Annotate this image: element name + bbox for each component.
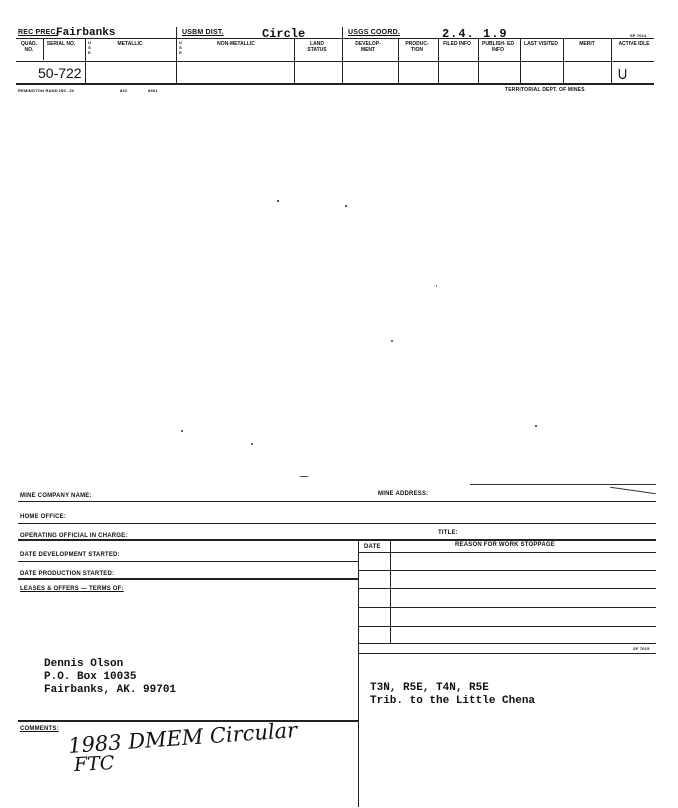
title-label: TITLE:: [438, 530, 458, 536]
col-published-info: PUBLISH- ED INFO: [482, 41, 514, 53]
table-header-rule: [358, 552, 656, 553]
top-card: [0, 0, 678, 100]
data-row-rule: [16, 83, 654, 85]
scan-speck: [345, 205, 347, 207]
comments-label: COMMENTS:: [20, 726, 59, 732]
mine-company-label: MINE COMPANY NAME:: [20, 493, 92, 499]
usbm-dist-value: Circle: [262, 27, 306, 41]
prod-started-label: DATE PRODUCTION STARTED:: [20, 571, 115, 577]
col-merit: MERIT: [579, 41, 595, 47]
mine-address-label: MINE ADDRESS:: [378, 491, 429, 497]
col-land-status: LAND STATUS: [307, 41, 327, 53]
date-column-label: DATE: [364, 544, 381, 550]
table-row-rule: [358, 643, 656, 644]
rule-5: [18, 578, 358, 580]
rule-1: [18, 501, 656, 502]
scan-speck: [251, 443, 253, 445]
column-divider: [43, 38, 44, 60]
reason-column-label: REASON FOR WORK STOPPAGE: [455, 542, 555, 548]
contact-city: Fairbanks, AK. 99701: [44, 684, 177, 696]
column-divider: [398, 38, 399, 83]
column-divider: [438, 38, 439, 83]
scan-speck: [391, 340, 393, 342]
column-header-rule: [16, 61, 654, 62]
scan-speck: [436, 285, 437, 287]
home-office-label: HOME OFFICE:: [20, 514, 67, 520]
location-tributary: Trib. to the Little Chena: [370, 695, 536, 707]
col-serial-no: SERIAL NO.: [46, 41, 76, 47]
torn-edge: [610, 487, 656, 494]
handwritten-note-1: 1983 DMEM Circular: [67, 718, 298, 758]
top-edge-rule: [470, 484, 656, 485]
col-uses-2: U S E: [179, 40, 182, 55]
usgs-coord-label: USGS COORD.: [348, 29, 400, 36]
column-divider: [176, 38, 177, 83]
column-divider: [478, 38, 479, 83]
top-form-code: SF 7014: [630, 33, 647, 38]
column-divider: [563, 38, 564, 83]
printer-code-2: 8901: [148, 88, 158, 93]
active-idle-mark: ⊃: [613, 67, 631, 81]
rule-3: [18, 539, 656, 541]
contact-name: Dennis Olson: [44, 658, 124, 670]
operating-official-label: OPERATING OFFICIAL IN CHARGE:: [20, 533, 128, 539]
usbm-dist-label: USBM DIST.: [182, 29, 224, 36]
dev-started-label: DATE DEVELOPMENT STARTED:: [20, 552, 120, 558]
bottom-form-code: SF 7015: [633, 646, 650, 651]
col-metallic: METALLIC: [117, 41, 143, 47]
usgs-coord-value: 2.4. 1.9: [442, 27, 508, 41]
location-township: T3N, R5E, T4N, R5E: [370, 682, 489, 694]
bottom-card: [0, 470, 678, 808]
col-active-idle: ACTIVE IDLE: [618, 41, 650, 47]
scan-speck: [535, 425, 537, 427]
scan-speck: [181, 430, 183, 432]
table-row-rule: [358, 607, 656, 608]
col-quad-no: QUAD. NO.: [20, 41, 38, 53]
edge-mark: [300, 476, 308, 477]
rec-prec-label: REC PREC.: [18, 29, 58, 36]
table-row-rule: [358, 588, 656, 589]
header-rule: [16, 38, 654, 39]
contact-po-box: P.O. Box 10035: [44, 671, 137, 683]
table-row-rule: [358, 626, 656, 627]
handwritten-note-2: FTC: [73, 751, 115, 777]
rule-4: [18, 561, 358, 562]
rule-2: [18, 523, 656, 524]
table-left-border: [358, 539, 359, 807]
col-last-visited: LAST VISITED: [524, 41, 558, 47]
date-column-divider: [390, 539, 391, 643]
comments-rule: [18, 720, 358, 722]
header-divider: [342, 27, 343, 38]
col-uses-1: U S E: [88, 40, 91, 55]
printer-note: REMINGTON RAND INC. 20: [18, 88, 75, 93]
scan-speck: [277, 200, 279, 202]
department-label: TERRITORIAL DEPT. OF MINES: [505, 87, 585, 93]
col-production: PRODUC- TION: [405, 41, 429, 53]
column-divider: [342, 38, 343, 83]
column-divider: [294, 38, 295, 83]
column-divider: [520, 38, 521, 83]
leases-label: LEASES & OFFERS — TERMS OF:: [20, 586, 124, 592]
column-divider: [85, 38, 86, 83]
printer-code-1: 832: [120, 88, 128, 93]
header-divider: [176, 27, 177, 38]
col-non-metallic: NON-METALLIC: [217, 41, 255, 47]
serial-value: 50-722: [38, 65, 82, 81]
rec-prec-value: Fairbanks: [56, 27, 116, 39]
col-development: DEVELOP- MENT: [355, 41, 381, 53]
table-bottom-rule: [358, 653, 656, 654]
col-filed-info: FILED INFO: [443, 41, 471, 47]
table-row-rule: [358, 570, 656, 571]
